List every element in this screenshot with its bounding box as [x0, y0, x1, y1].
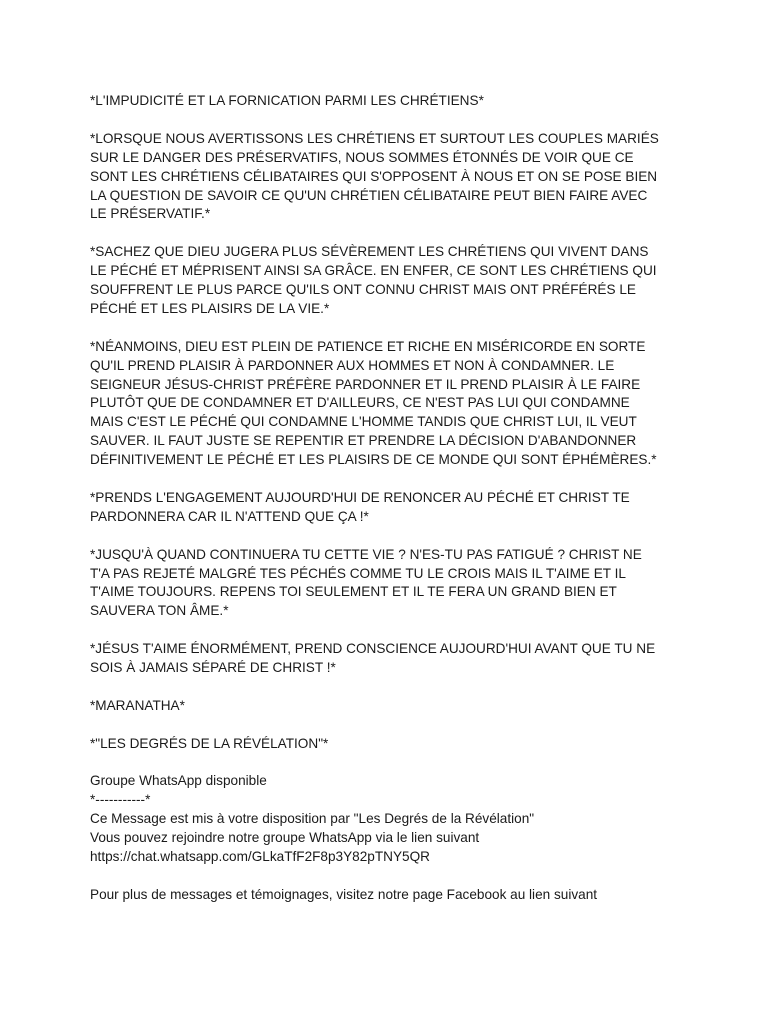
message-disposition-line: Ce Message est mis à votre disposition par "Les Degrés de la Révélation": [90, 811, 535, 827]
paragraph-jesus-taime: *JÉSUS T'AIME ÉNORMÉMENT, PREND CONSCIENCE AUJOURD'HUI AVANT QUE TU NE SOIS À JAMAIS SÉPARÉ DE CHRIST !*: [90, 641, 656, 676]
paragraph-maranatha: *MARANATHA*: [90, 697, 185, 713]
paragraph-signature: *"LES DEGRÉS DE LA RÉVÉLATION"*: [90, 735, 329, 751]
document-page: [90, 92, 690, 905]
paragraph-preservatifs: *LORSQUE NOUS AVERTISSONS LES CHRÉTIENS ET SURTOUT LES COUPLES MARIÉS SUR LE DANGER DES PRÉSERVATIFS, NOUS SOMMES ÉTONNÉS DE VOIR QUE CE SONT LES CHRÉTIENS CÉLIBATAIRES QUI S'OPPOSENT À NOUS ET ON SE POSE BIEN LA QUESTION DE SAVOIR CE QU'UN CHRÉTIEN CÉLIBATAIRE PEUT BIEN FAIRE AVEC LE PRÉSERVATIF.*: [90, 130, 659, 222]
whatsapp-link[interactable]: https://chat.whatsapp.com/GLkaTfF2F8p3Y82pTNY5QR: [90, 849, 431, 865]
paragraph-engagement: *PRENDS L'ENGAGEMENT AUJOURD'HUI DE RENONCER AU PÉCHÉ ET CHRIST TE PARDONNERA CAR IL N'ATTEND QUE ÇA !*: [90, 489, 630, 524]
join-group-line: Vous pouvez rejoindre notre groupe WhatsApp via le lien suivant: [90, 830, 480, 846]
document-title: *L'IMPUDICITÉ ET LA FORNICATION PARMI LES CHRÉTIENS*: [90, 93, 484, 108]
footer-block: [90, 772, 690, 867]
whatsapp-group-line: Groupe WhatsApp disponible: [90, 773, 267, 789]
paragraph-jugement: *SACHEZ QUE DIEU JUGERA PLUS SÉVÈREMENT LES CHRÉTIENS QUI VIVENT DANS LE PÉCHÉ ET MÉPRISENT AINSI SA GRÂCE. EN ENFER, CE SONT LES CHRÉTIENS QUI SOUFFRENT LE PLUS PARCE QU'ILS ONT CONNU CHRIST MAIS ONT PRÉFÉRÉS LE PÉCHÉ ET LES PLAISIRS DE LA VIE.*: [90, 244, 657, 316]
facebook-line: Pour plus de messages et témoignages, visitez notre page Facebook au lien suivant: [90, 886, 598, 902]
paragraph-jusqua-quand: *JUSQU'À QUAND CONTINUERA TU CETTE VIE ? N'ES-TU PAS FATIGUÉ ? CHRIST NE T'A PAS REJETÉ MALGRÉ TES PÉCHÉS COMME TU LE CROIS MAIS IL T'AIME ET IL T'AIME TOUJOURS. REPENS TOI SEULEMENT ET IL TE FERA UN GRAND BIEN ET SAUVERA TON ÂME.*: [90, 546, 642, 619]
separator-line: *-----------*: [90, 792, 151, 808]
paragraph-misericorde: *NÉANMOINS, DIEU EST PLEIN DE PATIENCE ET RICHE EN MISÉRICORDE EN SORTE QU'IL PREND PLAISIR À PARDONNER AUX HOMMES ET NON À CONDAMNER. LE SEIGNEUR JÉSUS-CHRIST PRÉFÈRE PARDONNER ET IL PREND PLAISIR À LE FAIRE PLUTÔT QUE DE CONDAMNER ET D'AILLEURS, CE N'EST PAS LUI QUI CONDAMNE MAIS C'EST LE PÉCHÉ QUI CONDAMNE L'HOMME TANDIS QUE CHRIST LUI, IL VEUT SAUVER. IL FAUT JUSTE SE REPENTIR ET PRENDRE LA DÉCISION D'ABANDONNER DÉFINITIVEMENT LE PÉCHÉ ET LES PLAISIRS DE CE MONDE QUI SONT ÉPHÉMÈRES.*: [90, 338, 657, 468]
